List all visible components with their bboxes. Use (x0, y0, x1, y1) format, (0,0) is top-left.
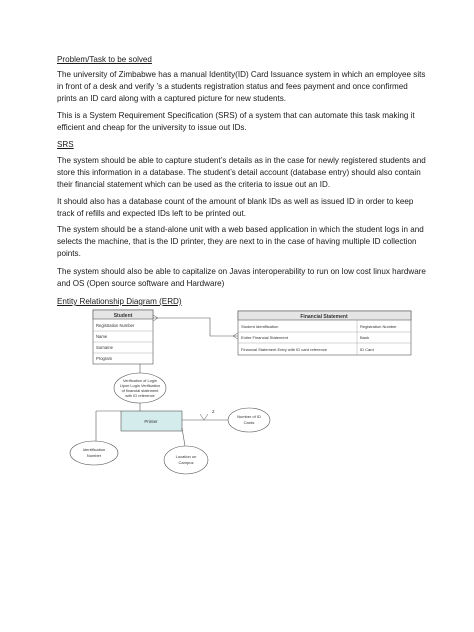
problem-paragraph-1: The university of Zimbabwe has a manual Identity(ID) Card Issuance system in which an employee sits in front of a desk and verify ’s a students registration status and fees payment and once confirmed prints an ID card along with a captured picture for new students. (57, 70, 426, 103)
financial-title: Financial Statement (300, 314, 348, 320)
student-title: Student (113, 313, 133, 319)
financial-cell: Entire Financial Statement (241, 335, 288, 340)
identification-line: Number (86, 453, 102, 458)
financial-cell: ID Card (360, 347, 374, 352)
financial-cell: Financial Statement Entry with ID card reference (241, 347, 328, 352)
location-attribute (164, 446, 208, 474)
number-of-id-cards-attribute (228, 408, 270, 432)
verification-attribute (114, 373, 166, 403)
srs-paragraph-2: It should also has a database count of the amount of blank IDs as well as issued ID in order to keep track of refills and expected IDs left to be printed out. (57, 197, 414, 218)
problem-paragraph-2: This is a System Requirement Specification (SRS) of a system that can automate this task making it efficient and cheap for the university to issue out IDs. (57, 111, 415, 132)
student-field: Name (96, 334, 108, 339)
financial-statement-entity (238, 311, 411, 355)
verification-line: of financial statement (121, 388, 159, 393)
student-field: Registration Number (96, 323, 135, 328)
number-of-id-line: Cards (243, 420, 255, 425)
location-line: Campus (178, 460, 194, 465)
printer-label: Printer (144, 419, 158, 424)
printer-entity (121, 411, 182, 431)
financial-cell: Student Identification (241, 324, 279, 329)
financial-cell: Registration Number (360, 324, 397, 329)
verification-line: with ID reference (125, 393, 155, 398)
number-of-id-line: Number of ID (237, 414, 261, 419)
financial-cell: Bank (360, 335, 370, 340)
erd-heading: Entity Relationship Diagram (ERD) (57, 297, 182, 306)
student-entity (93, 310, 153, 364)
srs-paragraph-1: The system should be able to capture student’s details as in the case for newly registered students and store this information in a database. The student’s detail account (database entry) should also contain their financial statement which can be used as the criteria to issue out an ID. (57, 156, 426, 189)
srs-paragraph-3: The system should be a stand-alone unit with a web based application in which the student logs in and selects the machine, that is the ID printer, they are next to in the case of having multiple ID collection points. (57, 225, 424, 258)
location-line: Location on (175, 454, 197, 459)
verification-line: Upon Login Verification (119, 383, 161, 388)
problem-heading: Problem/Task to be solved (57, 55, 152, 64)
student-field: Program (96, 356, 113, 361)
verification-line: Verification of Login (123, 378, 157, 383)
relationship-label: 2 (212, 409, 215, 414)
srs-heading: SRS (57, 140, 74, 149)
identification-line: Identification (82, 447, 106, 452)
student-field: Surname (96, 345, 113, 350)
identification-number-attribute (70, 441, 118, 465)
srs-paragraph-4: The system should also be able to capitalize on Javas interoperability to run on low cost linux hardware and OS (Open source software and Hardware) (57, 267, 426, 288)
student-financial-connector (153, 318, 238, 336)
